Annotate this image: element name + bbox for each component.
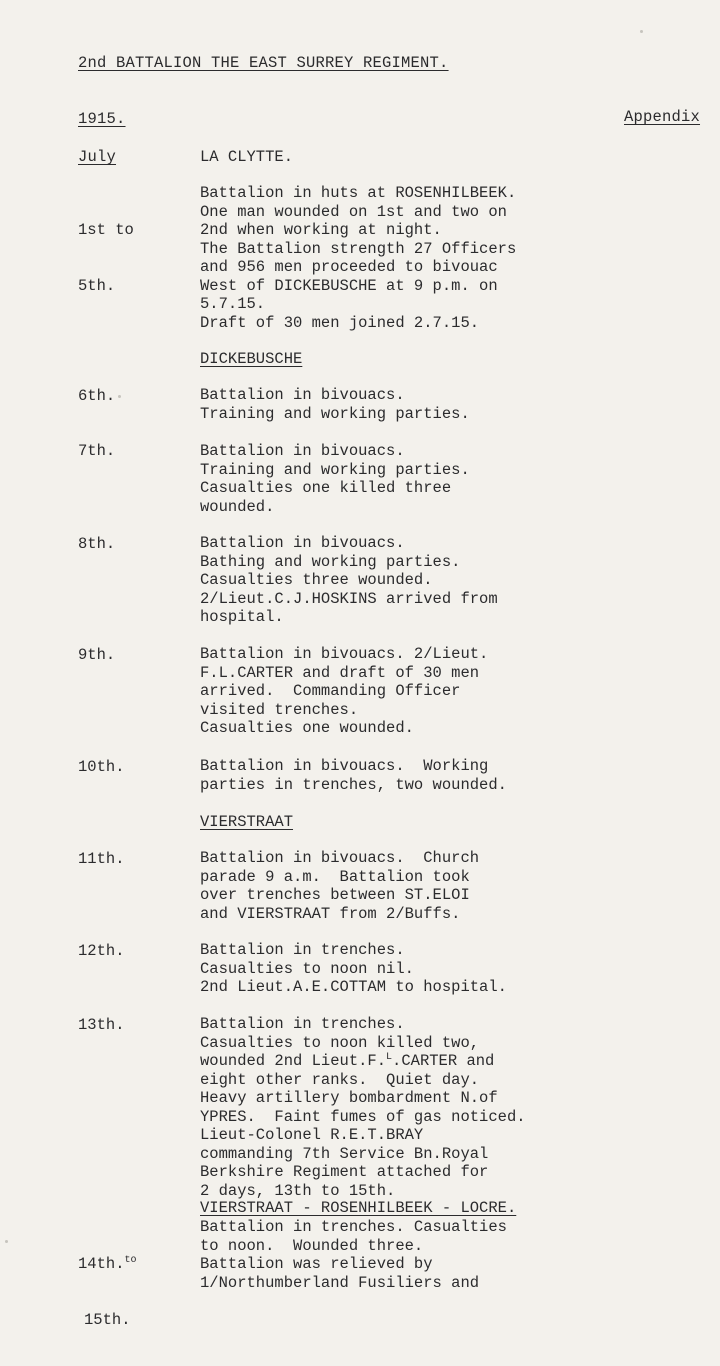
section-dickebusche: DICKEBUSCHE <box>200 350 303 368</box>
entry-text-10th: Battalion in bivouacs. Working parties in trenches, two wounded. <box>200 757 507 794</box>
entry-text-13th: Battalion in trenches. Casualties to noon killed two, wounded 2nd Lieut.F.$^L$.CARTER and eight other ranks. Quiet day. Heavy artillery bombardment N.of YPRES. Faint fumes of gas noticed. Lieut-Colonel R.E.T.BRAY commanding 7th Service Bn.Royal Berkshire Regiment attached for 2 days, 13th to 15th. <box>200 1015 526 1200</box>
paper-speck <box>118 395 121 398</box>
entry-date-8th: 8th. <box>78 535 116 553</box>
entry-date-14th: 14th.$^{to}$ 15th. <box>78 1254 137 1329</box>
entry-date-12th: 12th. <box>78 942 125 960</box>
paper-speck <box>5 1240 8 1243</box>
entry-date-7th: 7th. <box>78 442 116 460</box>
entry-date-10th: 10th. <box>78 758 125 776</box>
entry-text-8th: Battalion in bivouacs. Bathing and working parties. Casualties three wounded. 2/Lieut.C.J.HOSKINS arrived from hospital. <box>200 534 498 626</box>
month-label: July <box>78 148 117 166</box>
entry-date-11th: 11th. <box>78 850 125 868</box>
appendix-label: Appendix <box>624 108 701 126</box>
entry-text-1st: Battalion in huts at ROSENHILBEEK. One man wounded on 1st and two on 2nd when working at night. The Battalion strength 27 Officers and 956 men proceeded to bivouac West of DICKEBUSCHE at 9 p.m. on 5.7.15. Draft of 30 men joined 2.7.15. <box>200 184 517 332</box>
entry-date-1st: 1st to 5th. <box>78 221 134 295</box>
document-title: 2nd BATTALION THE EAST SURREY REGIMENT. <box>78 54 449 72</box>
entry-text-11th: Battalion in bivouacs. Church parade 9 a.m. Battalion took over trenches between ST.ELOI and VIERSTRAAT from 2/Buffs. <box>200 849 480 923</box>
entry-date-6th: 6th. <box>78 387 116 405</box>
entry-text-6th: Battalion in bivouacs. Training and working parties. <box>200 386 470 423</box>
entry-text-14th: Battalion in trenches. Casualties to noon. Wounded three. Battalion was relieved by 1/Northumberland Fusiliers and <box>200 1218 507 1292</box>
section-vierstraat: VIERSTRAAT <box>200 813 294 831</box>
entry-text-12th: Battalion in trenches. Casualties to noon nil. 2nd Lieut.A.E.COTTAM to hospital. <box>200 941 507 996</box>
section-la-clytte: LA CLYTTE. <box>200 148 294 166</box>
section-vierstraat-rosenhilbeek-locre: VIERSTRAAT - ROSENHILBEEK - LOCRE. <box>200 1199 517 1217</box>
paper-speck <box>640 30 643 33</box>
entry-text-9th: Battalion in bivouacs. 2/Lieut. F.L.CARTER and draft of 30 men arrived. Commanding Officer visited trenches. Casualties one wounded. <box>200 645 489 737</box>
year-label: 1915. <box>78 110 126 128</box>
entry-text-7th: Battalion in bivouacs. Training and working parties. Casualties one killed three wounded. <box>200 442 470 516</box>
entry-date-9th: 9th. <box>78 646 116 664</box>
entry-date-13th: 13th. <box>78 1016 125 1034</box>
